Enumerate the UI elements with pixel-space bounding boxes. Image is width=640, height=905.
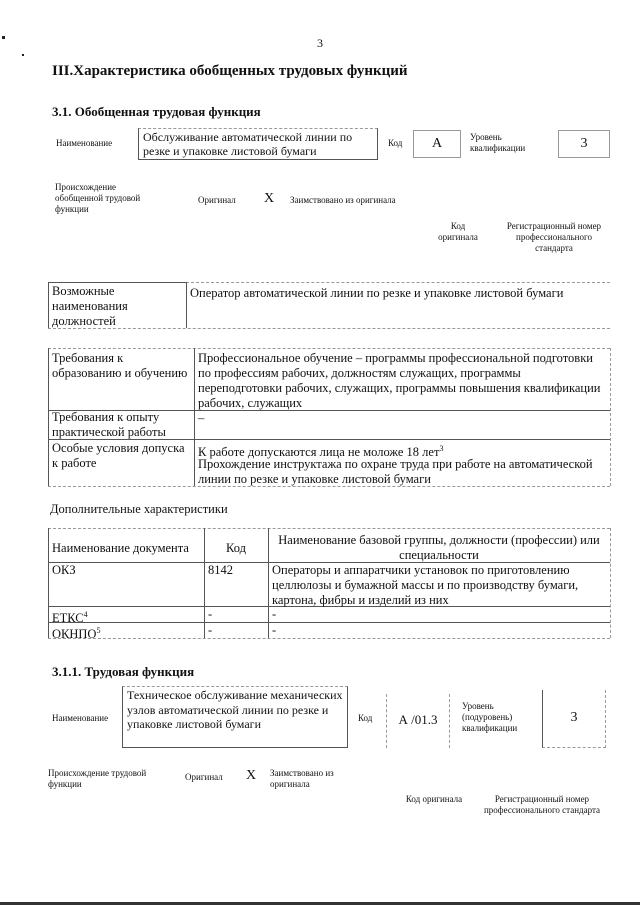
divider [610,348,611,486]
tf-name-value: Техническое обслуживание механических узлов автоматической линии по резке и упаковке листовой бумаги [127,688,343,731]
section-title: III.Характеристика обобщенных трудовых функций [52,63,408,79]
tf-level-value: 3 [570,710,578,725]
row-3-name: - [272,623,277,637]
divider [204,528,205,638]
col-name-header: Наименование базовой группы, должности (профессии) или специальности [278,533,600,562]
row-2-name: - [272,607,277,621]
tf-code-box [386,694,450,748]
divider [194,348,195,486]
tf-level-label: Уровень (подуровень) квалификации [462,701,518,733]
divider [48,528,610,529]
gtf-level-label: Уровень квалификации [470,132,526,153]
tf-orig-code-label: Код оригинала [405,794,463,804]
tf-origin-label: Происхождение трудовой функции [48,768,147,789]
divider [48,528,49,638]
possible-names-label: Возможные наименования должностей [52,284,128,328]
gtf-reg-number-label: Регистрационный номер профессионального стандарта [506,221,602,253]
gtf-code-label: Код [388,138,403,148]
special-value-2: Прохождение инструктажа по охране труда при работе на автоматической линии по резке и упаковке листовой бумаги [198,457,593,486]
divider [610,528,611,638]
row-1-doc: ОКЗ [52,563,76,577]
gtf-orig-code-label: Код оригинала [438,221,478,242]
divider [48,622,610,623]
divider [48,348,49,486]
divider [48,282,186,283]
tf-reg-number-label: Регистрационный номер профессионального стандарта [483,794,601,815]
experience-label: Требования к опыту практической работы [52,410,166,439]
scan-speck [22,54,24,56]
footnote-ref: 4 [83,610,88,619]
education-label: Требования к образованию и обучению [52,351,188,380]
footnote-ref: 5 [96,626,101,635]
gtf-borrowed-label: Заимствовано из оригинала [290,195,396,205]
scan-speck [2,36,5,39]
special-value-1-text: К работе допускаются лица не моложе 18 лет [198,445,440,460]
footnote-ref: 3 [439,444,444,453]
divider [48,348,610,349]
tf-name-label: Наименование [52,713,109,723]
page-number: 3 [317,36,323,50]
gtf-name-value: Обслуживание автоматической линии по резке и упаковке листовой бумаги [143,130,353,158]
row-1-name: Операторы и аппаратчики установок по приготовлению целлюлозы и бумажной массы и по производству бумаги, картона, фибры и изделий из них [272,563,579,607]
special-label: Особые условия допуска к работе [52,441,185,470]
col-code-header: Код [226,541,246,555]
divider [268,528,269,638]
tf-code-label: Код [358,713,373,723]
row-2-code: - [208,607,213,621]
gtf-level-value: 3 [580,136,588,151]
divider [48,638,610,639]
row-1-code: 8142 [208,563,233,577]
tf-name-box [122,686,348,748]
gtf-code-value: А [431,136,443,151]
gtf-heading: 3.1. Обобщенная трудовая функция [52,104,261,119]
gtf-name-label: Наименование [56,138,113,148]
gtf-code-box [413,130,461,158]
row-2-doc-text: ЕТКС [52,611,84,626]
row-3-doc-text: ОКНПО [52,627,97,642]
tf-level-box [542,690,606,748]
divider [48,282,49,328]
possible-names-value: Оператор автоматической линии по резке и упаковке листовой бумаги [190,286,564,300]
col-doc-header: Наименование документа [52,541,189,555]
tf-original-label: Оригинал [185,772,223,782]
row-3-doc [52,623,100,642]
gtf-original-mark: X [264,191,275,206]
education-value: Профессиональное обучение – программы профессиональной подготовки по профессиям рабочих, должностям служащих, программы переподготовки рабочих, служащих, программы повышения квалификации рабочих, служащих [198,351,601,410]
row-3-code: - [208,623,213,637]
tf-original-mark: X [246,768,257,783]
gtf-original-label: Оригинал [198,195,236,205]
additional-heading: Дополнительные характеристики [50,502,228,516]
gtf-name-box [138,128,378,160]
divider [186,282,610,283]
gtf-level-box [558,130,610,158]
tf-borrowed-label: Заимствовано из оригинала [270,768,334,789]
divider [186,282,187,328]
gtf-origin-label: Происхождение обобщенной трудовой функции [55,182,141,214]
experience-value: – [198,411,205,425]
tf-code-value: А /01.3 [398,712,438,727]
tf-heading: 3.1.1. Трудовая функция [52,664,195,679]
